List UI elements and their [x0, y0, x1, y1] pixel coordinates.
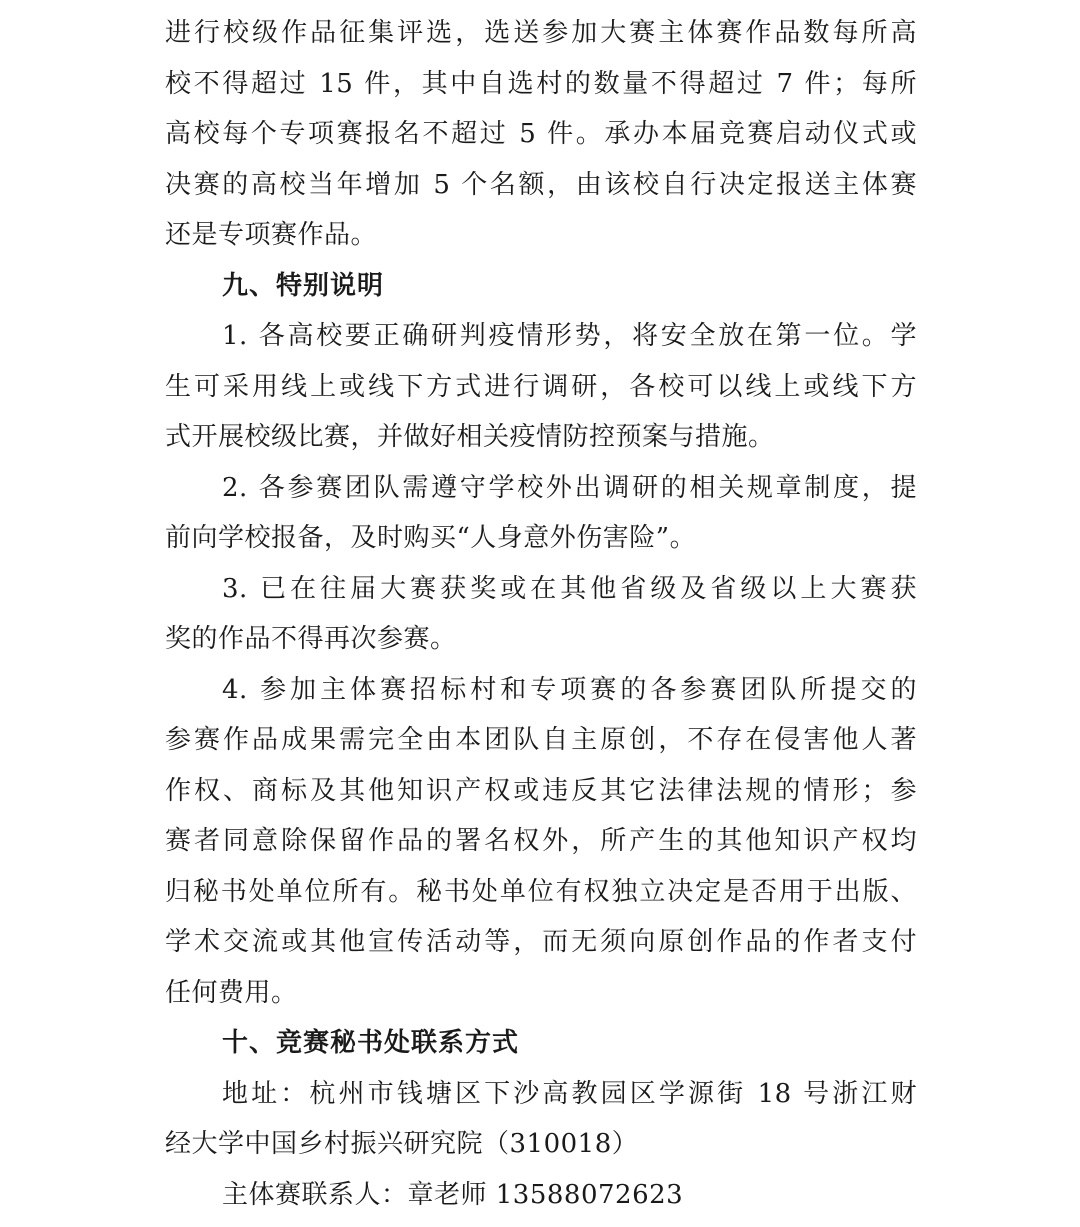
- text-line: 校不得超过 15 件，其中自选村的数量不得超过 7 件；每所: [165, 68, 917, 99]
- address-line: 地址：杭州市钱塘区下沙高教园区学源街 18 号浙江财: [222, 1078, 917, 1109]
- text-line: 参赛作品成果需完全由本团队自主原创，不存在侵害他人著: [165, 725, 917, 755]
- text-line: 奖的作品不得再次参赛。: [165, 624, 457, 654]
- text-line: 作权、商标及其他知识产权或违反其它法律法规的情形；参: [165, 775, 917, 806]
- text-line: 3. 已在往届大赛获奖或在其他省级及省级以上大赛获: [222, 573, 917, 604]
- text-line: 1. 各高校要正确研判疫情形势，将安全放在第一位。学: [222, 321, 917, 351]
- section-heading-contact: 十、竞赛秘书处联系方式: [222, 1028, 520, 1058]
- text-line: 前向学校报备，及时购买“人身意外伤害险”。: [165, 523, 697, 553]
- section-heading-special-notes: 九、特别说明: [222, 270, 385, 301]
- text-line: 4. 参加主体赛招标村和专项赛的各参赛团队所提交的: [222, 674, 917, 705]
- text-line: 任何费用。: [165, 977, 298, 1008]
- text-line: 高校每个专项赛报名不超过 5 件。承办本届竞赛启动仪式或: [165, 119, 917, 149]
- text-line: 生可采用线上或线下方式进行调研，各校可以线上或线下方: [165, 371, 917, 402]
- text-line: 赛者同意除保留作品的署名权外，所产生的其他知识产权均: [165, 826, 917, 856]
- text-line: 式开展校级比赛，并做好相关疫情防控预案与措施。: [165, 422, 775, 452]
- text-line: 学术交流或其他宣传活动等，而无须向原创作品的作者支付: [165, 927, 917, 957]
- text-line: 还是专项赛作品。: [165, 220, 378, 250]
- text-line: 进行校级作品征集评选，选送参加大赛主体赛作品数每所高: [165, 18, 917, 48]
- contact-person-line: 主体赛联系人：章老师 13588072623: [222, 1179, 684, 1210]
- address-line: 经大学中国乡村振兴研究院（310018）: [165, 1129, 639, 1159]
- text-line: 2. 各参赛团队需遵守学校外出调研的相关规章制度，提: [222, 472, 917, 503]
- text-line: 归秘书处单位所有。秘书处单位有权独立决定是否用于出版、: [165, 876, 917, 907]
- document-page: [165, 8, 917, 1220]
- text-line: 决赛的高校当年增加 5 个名额，由该校自行决定报送主体赛: [165, 169, 917, 200]
